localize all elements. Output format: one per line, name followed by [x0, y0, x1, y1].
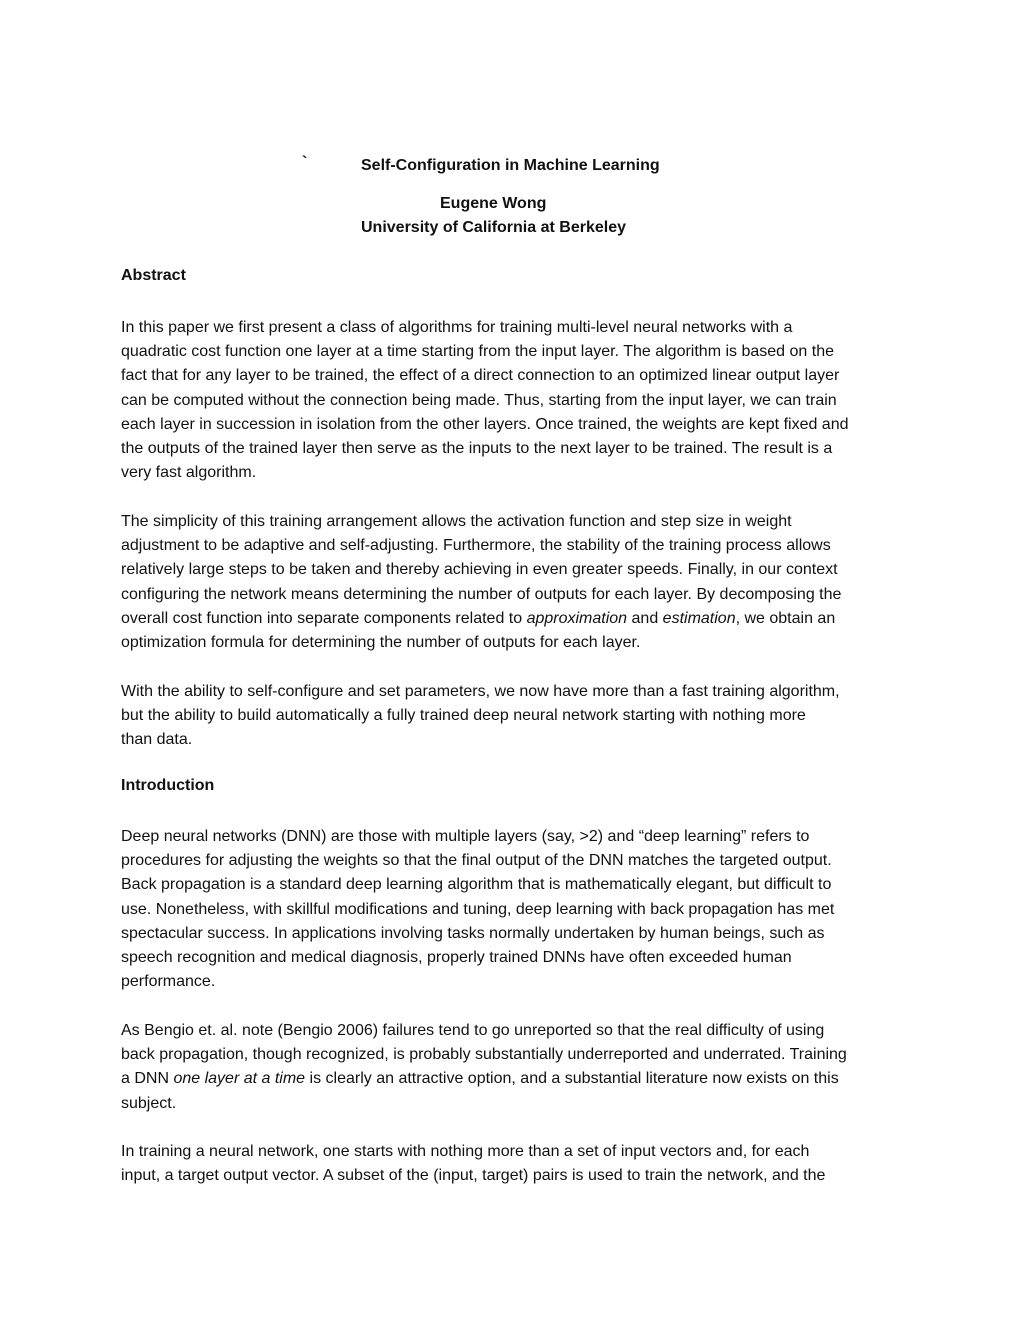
text-line: performance. — [121, 973, 216, 991]
text-line: but the ability to build automatically a fully trained deep neural network starting with nothing more — [121, 707, 806, 725]
text-line: quadratic cost function one layer at a time starting from the input layer. The algorithm is based on the — [121, 343, 834, 361]
italic-term-estimation: estimation — [662, 609, 736, 627]
text-line: Back propagation is a standard deep learning algorithm that is mathematically elegant, but difficult to — [121, 876, 832, 894]
text-line: can be computed without the connection being made. Thus, starting from the input layer, we can train — [121, 391, 837, 409]
text-line: In training a neural network, one starts with nothing more than a set of input vectors and, for each — [121, 1143, 810, 1160]
introduction-heading: Introduction — [121, 777, 215, 794]
text-segment: , we obtain an — [735, 609, 836, 627]
text-line: very fast algorithm. — [121, 464, 257, 482]
text-line: use. Nonetheless, with skillful modifications and tuning, deep learning with back propagation has met — [121, 900, 835, 918]
text-line: the outputs of the trained layer then serve as the inputs to the next layer to be trained. The result is a — [121, 439, 833, 457]
text-line: spectacular success. In applications involving tasks normally undertaken by human beings, such as — [121, 924, 825, 942]
text-line: The simplicity of this training arrangement allows the activation function and step size in weight — [121, 513, 792, 530]
text-segment: overall cost function into separate components related to — [121, 609, 527, 627]
paper-title: Self-Configuration in Machine Learning — [361, 157, 660, 174]
text-line: adjustment to be adaptive and self-adjusting. Furthermore, the stability of the training process allows — [121, 537, 831, 555]
text-segment: and — [627, 609, 663, 627]
intro-paragraph-2 — [121, 1019, 911, 1116]
italic-phrase-one-layer: one layer at a time — [173, 1070, 306, 1088]
text-line: procedures for adjusting the weights so that the final output of the DNN matches the targeted output. — [121, 852, 832, 870]
abstract-paragraph-2 — [121, 510, 911, 655]
text-segment: is clearly an attractive option, and a substantial literature now exists on this — [305, 1070, 839, 1088]
text-line: each layer in succession in isolation from the other layers. Once trained, the weights are kept fixed and — [121, 415, 849, 433]
abstract-paragraph-3 — [121, 680, 911, 753]
text-line: configuring the network means determining the number of outputs for each layer. By decomposing the — [121, 585, 842, 603]
author-affiliation: University of California at Berkeley — [361, 219, 626, 236]
abstract-paragraph-1 — [121, 316, 911, 485]
text-line: relatively large steps to be taken and thereby achieving in even greater speeds. Finally, in our context — [121, 561, 838, 579]
text-line: speech recognition and medical diagnosis, properly trained DNNs have often exceeded human — [121, 948, 792, 966]
text-line: input, a target output vector. A subset of the (input, target) pairs is used to train the network, and the — [121, 1167, 826, 1185]
text-line: As Bengio et. al. note (Bengio 2006) failures tend to go unreported so that the real difficulty of using — [121, 1022, 825, 1039]
text-line: Deep neural networks (DNN) are those with multiple layers (say, >2) and “deep learning” refers to — [121, 828, 810, 845]
text-line: optimization formula for determining the number of outputs for each layer. — [121, 633, 641, 651]
intro-paragraph-1 — [121, 825, 911, 994]
author-name: Eugene Wong — [440, 195, 547, 212]
abstract-heading: Abstract — [121, 267, 186, 284]
text-segment: a DNN — [121, 1070, 174, 1088]
stray-backtick-mark: ` — [302, 154, 308, 171]
italic-term-approximation: approximation — [526, 609, 628, 627]
text-line: than data. — [121, 731, 193, 749]
text-line — [121, 607, 911, 631]
text-line: With the ability to self-configure and set parameters, we now have more than a fast training algorithm, — [121, 683, 840, 700]
text-line: fact that for any layer to be trained, the effect of a direct connection to an optimized linear output layer — [121, 367, 840, 385]
text-line — [121, 1067, 911, 1091]
intro-paragraph-3 — [121, 1140, 911, 1188]
text-line: In this paper we first present a class of algorithms for training multi-level neural networks with a — [121, 319, 793, 336]
text-line: subject. — [121, 1094, 177, 1112]
text-line: back propagation, though recognized, is probably substantially underreported and underrated. Training — [121, 1046, 847, 1064]
